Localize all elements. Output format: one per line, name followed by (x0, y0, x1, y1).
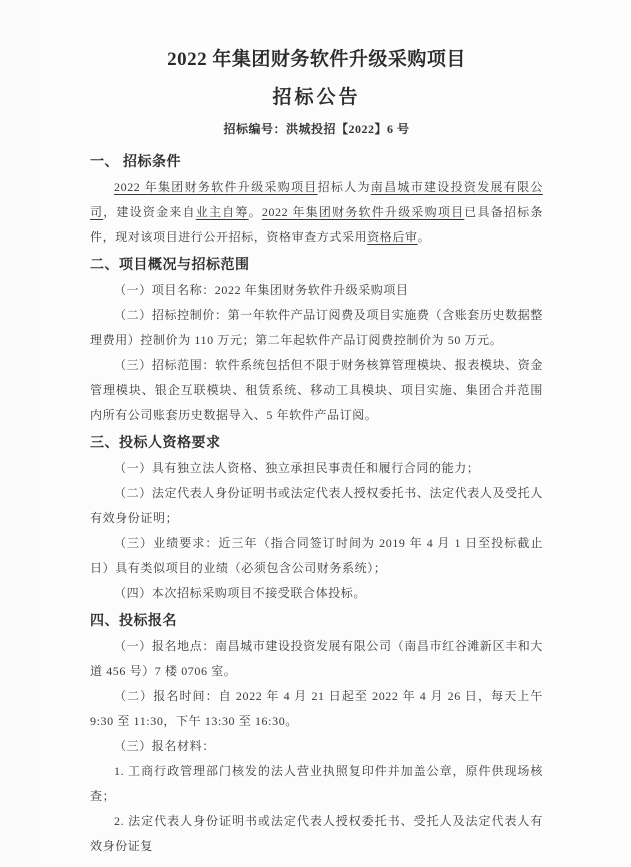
paragraph-control-price: （二）招标控制价：第一年软件产品订阅费及项目实施费（含账套历史数据整理费用）控制价为 110 万元；第二年起软件产品订阅费控制价为 50 万元。 (90, 308, 543, 347)
paragraph-qualification-2: （二）法定代表人身份证明书或法定代表人授权委托书、法定代表人及受托人有效身份证明； (90, 486, 543, 525)
section-bidder-qualifications (90, 431, 543, 606)
document-body (90, 150, 543, 859)
paragraph-bid-scope: （三）招标范围：软件系统包括但不限于财务核算管理模块、报表模块、资金管理模块、银企互联模块、租赁系统、移动工具模块、项目实施、集团合并范围内所有公司账套历史数据导入、5 年软件产品订阅。 (90, 358, 543, 422)
doc-title-line1: 2022 年集团财务软件升级采购项目 (167, 49, 466, 70)
paragraph-qualification-1: （一）具有独立法人资格、独立承担民事责任和履行合同的能力； (114, 461, 480, 475)
paragraph-registration-time: （二）报名时间：自 2022 年 4 月 21 日起至 2022 年 4 月 26 日，每天上午 9:30 至 11:30，下午 13:30 至 16:30。 (90, 689, 543, 728)
paragraph-material-item-1: 1. 工商行政管理部门核发的法人营业执照复印件并加盖公章，原件供现场核查； (90, 764, 543, 803)
paragraph-registration-materials: （三）报名材料： (114, 739, 215, 753)
paragraph-registration-location: （一）报名地点：南昌城市建设投资发展有限公司（南昌市红谷滩新区丰和大道 456 号）7 楼 0706 室。 (90, 639, 543, 678)
paragraph-material-item-2: 2. 法定代表人身份证明书或法定代表人授权委托书、受托人及法定代表人有效身份证复 (90, 814, 543, 853)
section-bid-conditions (90, 150, 543, 250)
doc-title-line2: 招标公告 (272, 87, 361, 108)
paragraph-qualification-4: （四）本次招标采购项目不接受联合体投标。 (114, 586, 367, 600)
section-heading-4: 四、投标报名 (90, 614, 177, 629)
section-heading-1: 一、 招标条件 (90, 155, 181, 170)
section-heading-3: 三、投标人资格要求 (90, 436, 221, 451)
paragraph-qualification-3: （三）业绩要求：近三年（指合同签订时间为 2019 年 4 月 1 日至投标截止日）具有类似项目的业绩（必须包含公司财务系统）； (90, 536, 543, 575)
section-project-overview (90, 253, 543, 428)
paragraph-project-name: （一）项目名称：2022 年集团财务软件升级采购项目 (114, 283, 409, 297)
section-heading-2: 二、项目概况与招标范围 (90, 258, 250, 273)
doc-number: 招标编号：洪城投招【2022】6 号 (223, 122, 410, 136)
paragraph-bid-conditions: 2022 年集团财务软件升级采购项目招标人为南昌城市建设投资发展有限公司，建设资金来自业主自筹。2022 年集团财务软件升级采购项目已具备招标条件，现对该项目进行公开招标，资格审查方式采用资格后审。 (90, 180, 543, 244)
section-bid-registration (90, 609, 543, 859)
